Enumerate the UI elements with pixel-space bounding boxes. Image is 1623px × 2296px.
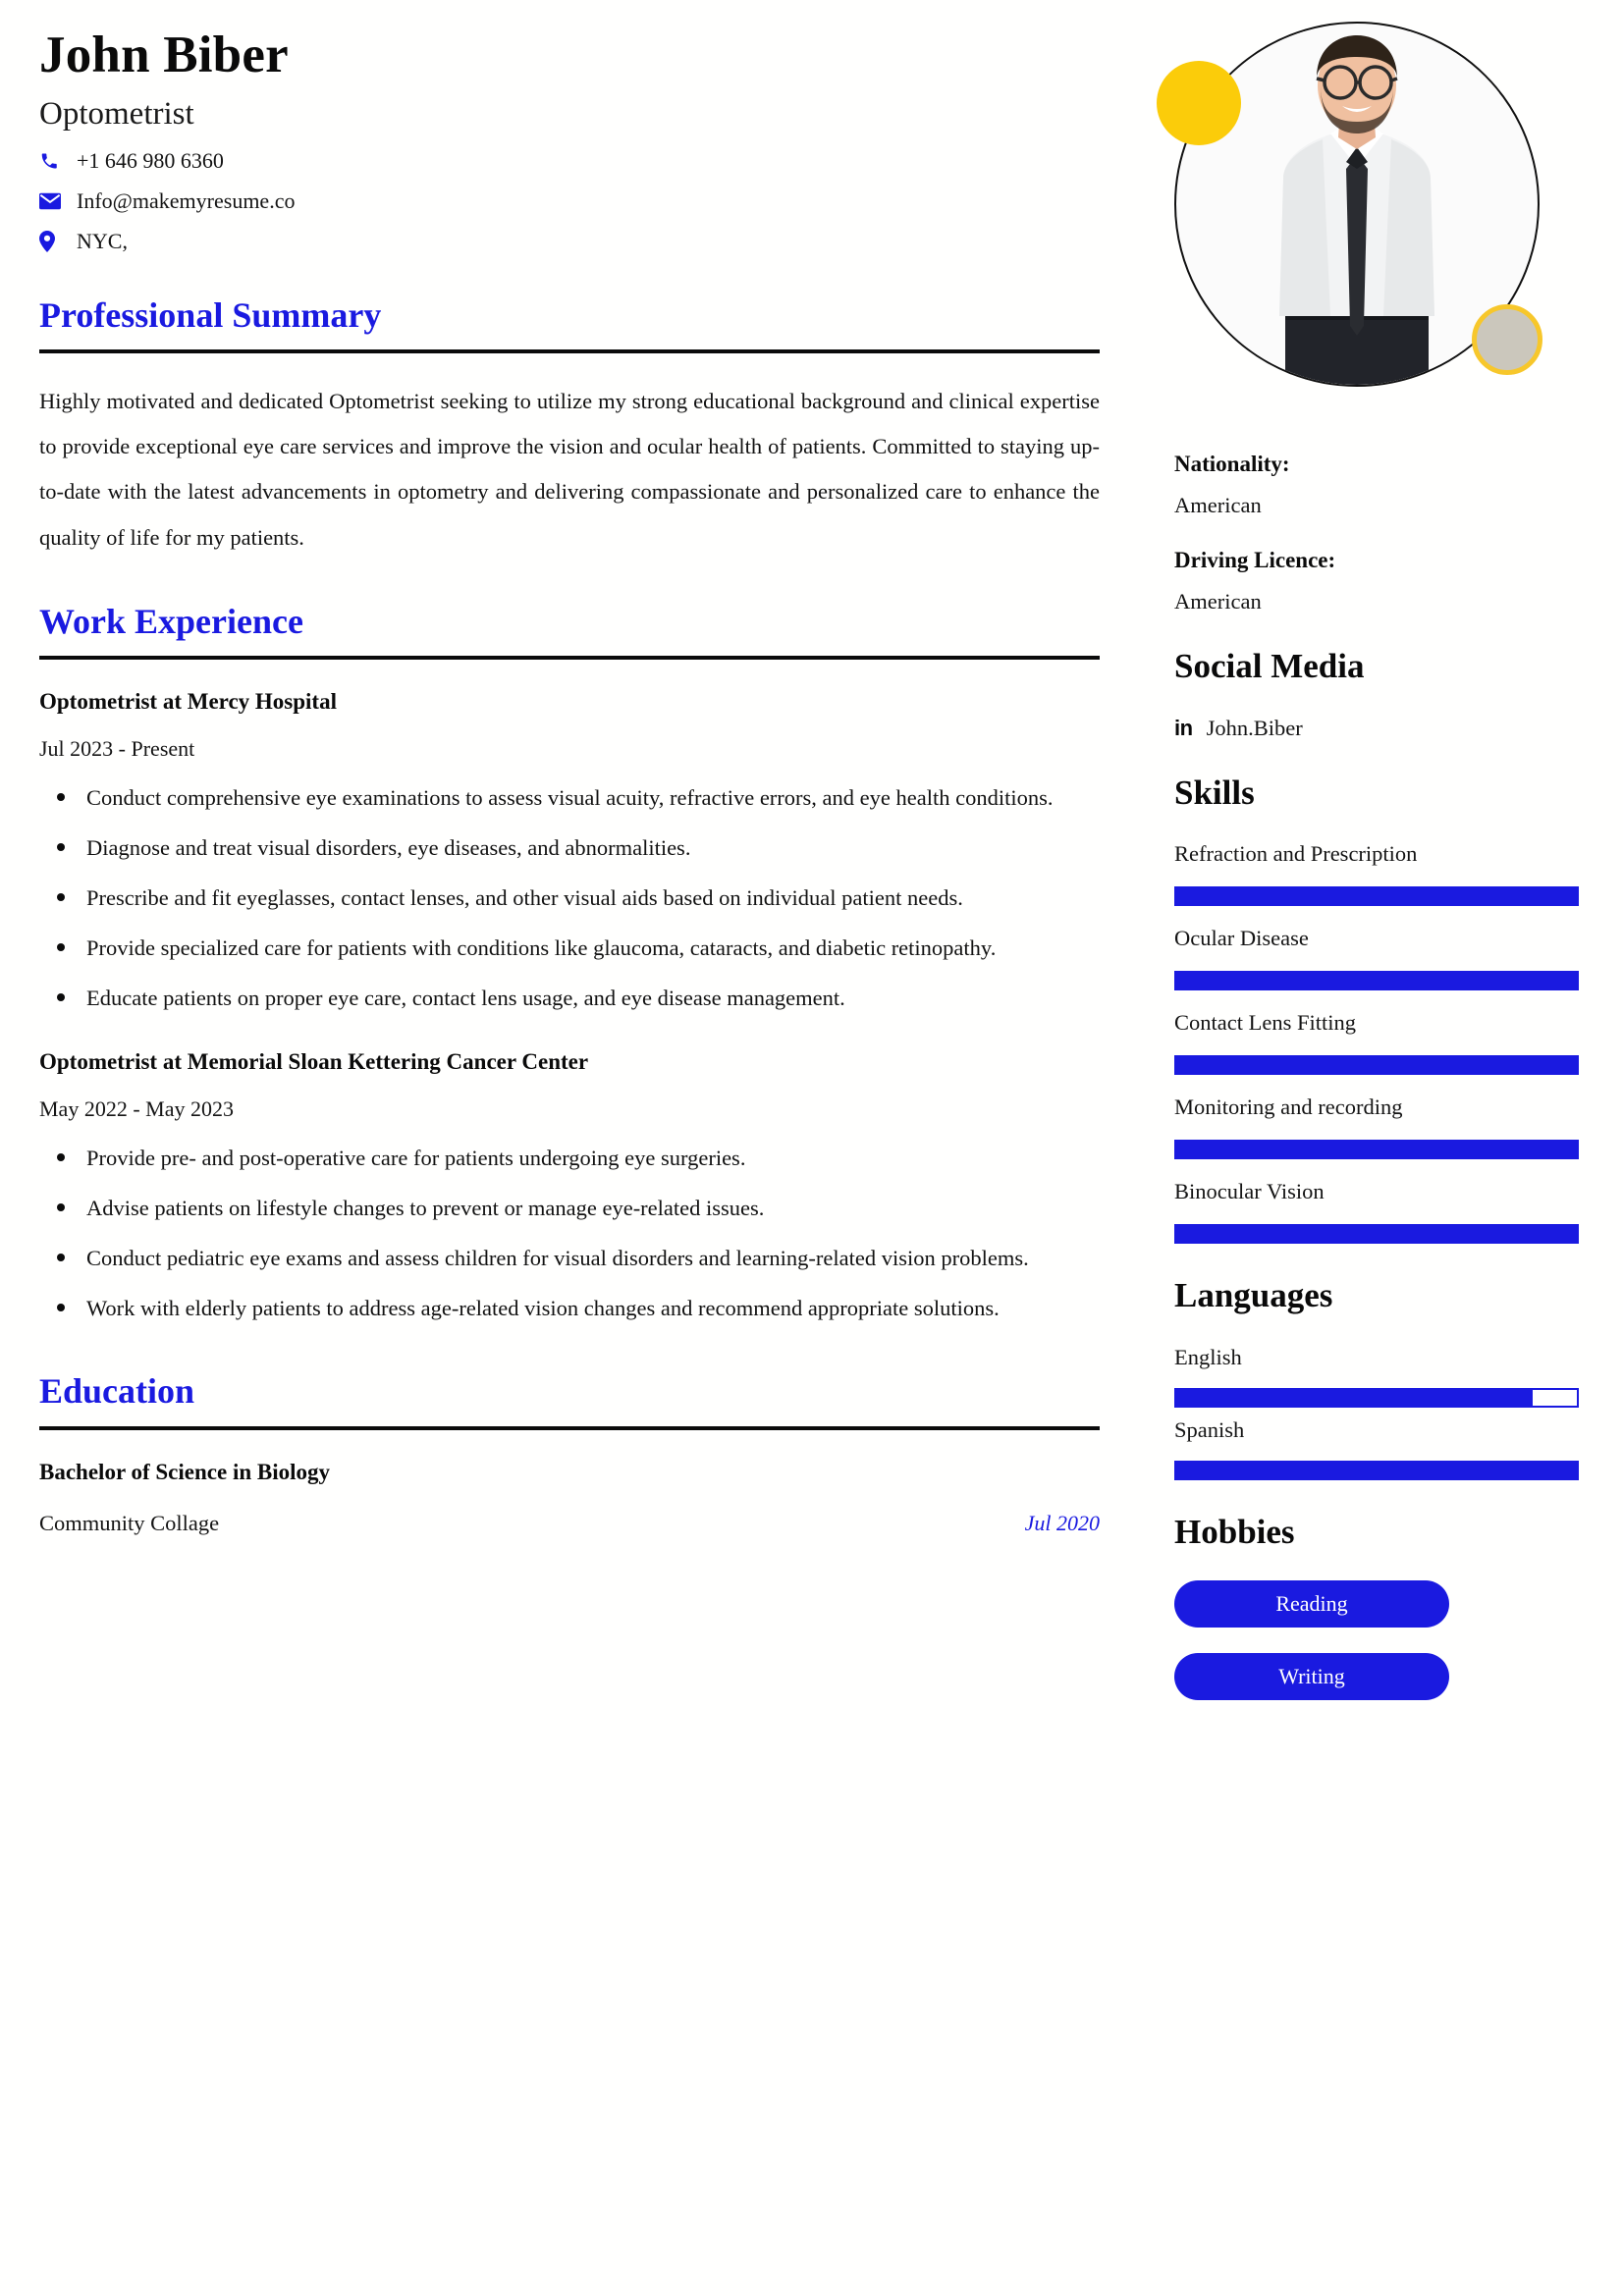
work-entry-duties bbox=[39, 775, 1100, 1020]
skill-label: Monitoring and recording bbox=[1174, 1095, 1403, 1119]
skill-label: Ocular Disease bbox=[1174, 926, 1309, 950]
skill-item bbox=[1174, 1095, 1587, 1159]
list-item: Provide specialized care for patients with conditions like glaucoma, cataracts, and diabetic retinopathy. bbox=[84, 926, 1100, 970]
contact-list bbox=[39, 148, 1100, 254]
location-pin-icon bbox=[39, 231, 65, 252]
summary-paragraph: Highly motivated and dedicated Optometrist seeking to utilize my strong educational background and clinical expertise to provide exceptional eye care services and improve the vision and ocular health of patients. Committed to staying up-to-date with the latest advancements in optometry and delivering compassionate and personalized care to enhance the quality of life for my patients. bbox=[39, 389, 1100, 550]
list-item: Conduct pediatric eye exams and assess children for visual disorders and learning-related vision problems. bbox=[84, 1236, 1100, 1280]
skill-meter bbox=[1174, 1140, 1579, 1159]
phone-icon bbox=[39, 151, 65, 171]
social-handle: John.Biber bbox=[1206, 715, 1303, 740]
section-heading-summary: Professional Summary bbox=[39, 294, 382, 335]
driving-licence-label: Driving Licence: bbox=[1174, 548, 1336, 572]
list-item: Conduct comprehensive eye examinations to assess visual acuity, refractive errors, and eye health conditions. bbox=[84, 775, 1100, 820]
sidebar-heading-skills: Skills bbox=[1174, 773, 1255, 812]
language-meter bbox=[1174, 1388, 1579, 1408]
sidebar-heading-languages: Languages bbox=[1174, 1276, 1333, 1314]
skill-meter bbox=[1174, 886, 1579, 906]
person-photo-illustration bbox=[1215, 31, 1499, 385]
education-entry bbox=[39, 1460, 1100, 1536]
section-divider-work bbox=[39, 656, 1100, 660]
sidebar-heading-social: Social Media bbox=[1174, 647, 1365, 685]
skill-meter bbox=[1174, 971, 1579, 990]
section-heading-work: Work Experience bbox=[39, 601, 303, 641]
work-entry bbox=[39, 689, 1100, 1020]
phone-number: +1 646 980 6360 bbox=[77, 147, 224, 173]
skill-item bbox=[1174, 1010, 1587, 1075]
language-item bbox=[1174, 1345, 1587, 1408]
work-entry-duties bbox=[39, 1136, 1100, 1330]
skill-item bbox=[1174, 1179, 1587, 1244]
decorative-yellow-circle bbox=[1157, 61, 1241, 145]
left-column bbox=[39, 27, 1100, 1536]
work-entry-title: Optometrist at Memorial Sloan Kettering Cancer Center bbox=[39, 1049, 589, 1075]
skill-label: Binocular Vision bbox=[1174, 1179, 1325, 1203]
education-degree: Bachelor of Science in Biology bbox=[39, 1459, 331, 1484]
list-item: Work with elderly patients to address age-related vision changes and recommend appropriate solutions. bbox=[84, 1286, 1100, 1330]
profile-photo-area bbox=[1174, 22, 1540, 387]
list-item: Educate patients on proper eye care, contact lens usage, and eye disease management. bbox=[84, 976, 1100, 1020]
sidebar-heading-hobbies: Hobbies bbox=[1174, 1512, 1295, 1551]
list-item: Prescribe and fit eyeglasses, contact lenses, and other visual aids based on individual patient needs. bbox=[84, 876, 1100, 920]
skill-label: Refraction and Prescription bbox=[1174, 841, 1418, 866]
page-title: John Biber bbox=[39, 27, 289, 83]
section-divider-education bbox=[39, 1426, 1100, 1430]
skill-meter-fill bbox=[1176, 1226, 1577, 1242]
nationality-block bbox=[1174, 452, 1587, 518]
contact-email[interactable] bbox=[39, 188, 1100, 214]
language-item bbox=[1174, 1417, 1587, 1480]
work-entry-title: Optometrist at Mercy Hospital bbox=[39, 689, 337, 715]
job-title-subheading: Optometrist bbox=[39, 96, 194, 133]
contact-phone[interactable] bbox=[39, 148, 1100, 174]
language-label: English bbox=[1174, 1344, 1242, 1369]
skill-item bbox=[1174, 841, 1587, 906]
skill-meter-fill bbox=[1176, 888, 1577, 904]
skill-meter-fill bbox=[1176, 973, 1577, 988]
language-label: Spanish bbox=[1174, 1416, 1245, 1442]
work-entry bbox=[39, 1049, 1100, 1330]
education-school: Community Collage bbox=[39, 1510, 220, 1535]
work-entry-dates: May 2022 - May 2023 bbox=[39, 1096, 234, 1122]
language-meter-fill bbox=[1176, 1390, 1533, 1406]
list-item: Provide pre- and post-operative care for patients undergoing eye surgeries. bbox=[84, 1136, 1100, 1180]
section-divider-summary bbox=[39, 349, 1100, 353]
skill-item bbox=[1174, 926, 1587, 990]
social-item-linkedin[interactable] bbox=[1174, 716, 1587, 741]
nationality-value: American bbox=[1174, 493, 1262, 517]
skill-meter bbox=[1174, 1055, 1579, 1075]
education-date: Jul 2020 bbox=[1024, 1510, 1100, 1535]
contact-location[interactable] bbox=[39, 229, 1100, 254]
hobby-tag[interactable]: Reading bbox=[1174, 1580, 1449, 1628]
list-item: Diagnose and treat visual disorders, eye diseases, and abnormalities. bbox=[84, 826, 1100, 870]
linkedin-icon: in bbox=[1174, 715, 1193, 740]
nationality-label: Nationality: bbox=[1174, 452, 1290, 476]
decorative-gray-circle bbox=[1472, 304, 1542, 375]
envelope-icon bbox=[39, 192, 65, 210]
driving-licence-value: American bbox=[1174, 589, 1262, 614]
location-value: NYC, bbox=[77, 228, 128, 253]
work-entry-dates: Jul 2023 - Present bbox=[39, 736, 195, 762]
driving-licence-block bbox=[1174, 548, 1587, 614]
skill-meter-fill bbox=[1176, 1142, 1577, 1157]
education-meta-row bbox=[39, 1511, 1100, 1536]
hobby-tag[interactable]: Writing bbox=[1174, 1653, 1449, 1700]
skill-meter-fill bbox=[1176, 1057, 1577, 1073]
section-heading-education: Education bbox=[39, 1371, 195, 1412]
skill-meter bbox=[1174, 1224, 1579, 1244]
skill-label: Contact Lens Fitting bbox=[1174, 1010, 1356, 1035]
language-meter bbox=[1174, 1461, 1579, 1480]
list-item: Advise patients on lifestyle changes to prevent or manage eye-related issues. bbox=[84, 1186, 1100, 1230]
email-address: Info@makemyresume.co bbox=[77, 187, 296, 213]
language-meter-fill bbox=[1176, 1463, 1577, 1478]
right-sidebar bbox=[1174, 452, 1587, 1726]
